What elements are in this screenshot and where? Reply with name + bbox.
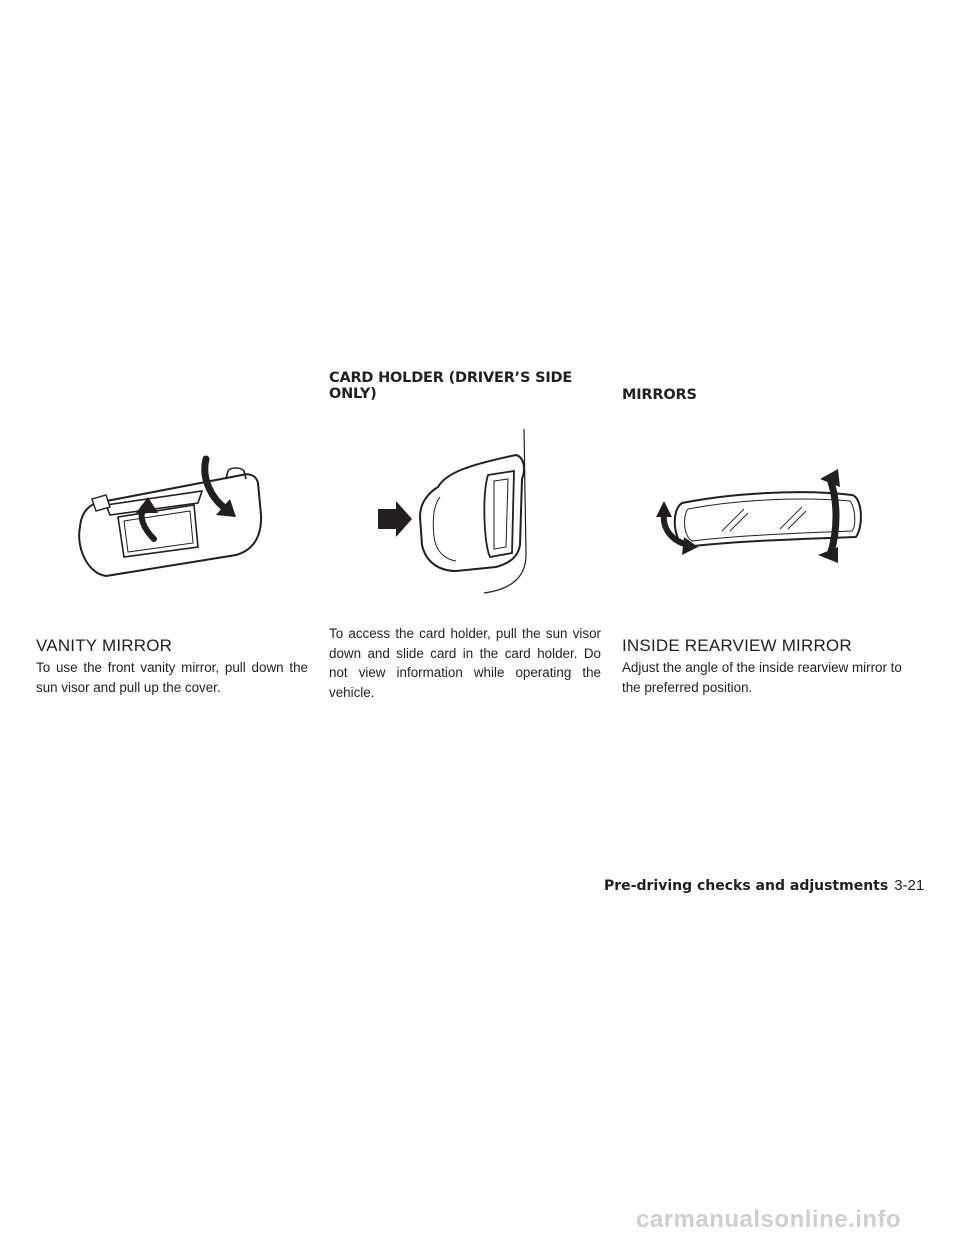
card-holder-text: To access the card holder, pull the sun visor down and slide card in the card holder. Do not view information while operating the vehicle. [329,626,601,700]
vanity-mirror-heading: VANITY MIRROR [36,636,173,655]
card-holder-heading-line2: ONLY) [329,386,377,402]
inside-rearview-mirror-text: Adjust the angle of the inside rearview mirror to the preferred position. [622,660,902,695]
footer-section-title: Pre-driving checks and adjustments [604,878,889,894]
page-footer [604,877,924,894]
page-number: 3-21 [894,877,925,894]
rearview-mirror-illustration [652,465,868,570]
card-holder-illustration [376,425,536,597]
card-holder-heading [329,370,601,402]
vanity-mirror-text: To use the front vanity mirror, pull down the sun visor and pull up the cover. [36,660,308,695]
mirrors-heading: MIRRORS [622,387,697,403]
card-holder-heading-line1: CARD HOLDER (DRIVER’S SIDE [329,370,573,386]
vanity-illustration [66,455,276,585]
watermark-text: carmanualsonline.info [636,1206,902,1233]
right-arrow-icon [378,501,412,537]
inside-rearview-mirror-heading: INSIDE REARVIEW MIRROR [622,636,852,655]
